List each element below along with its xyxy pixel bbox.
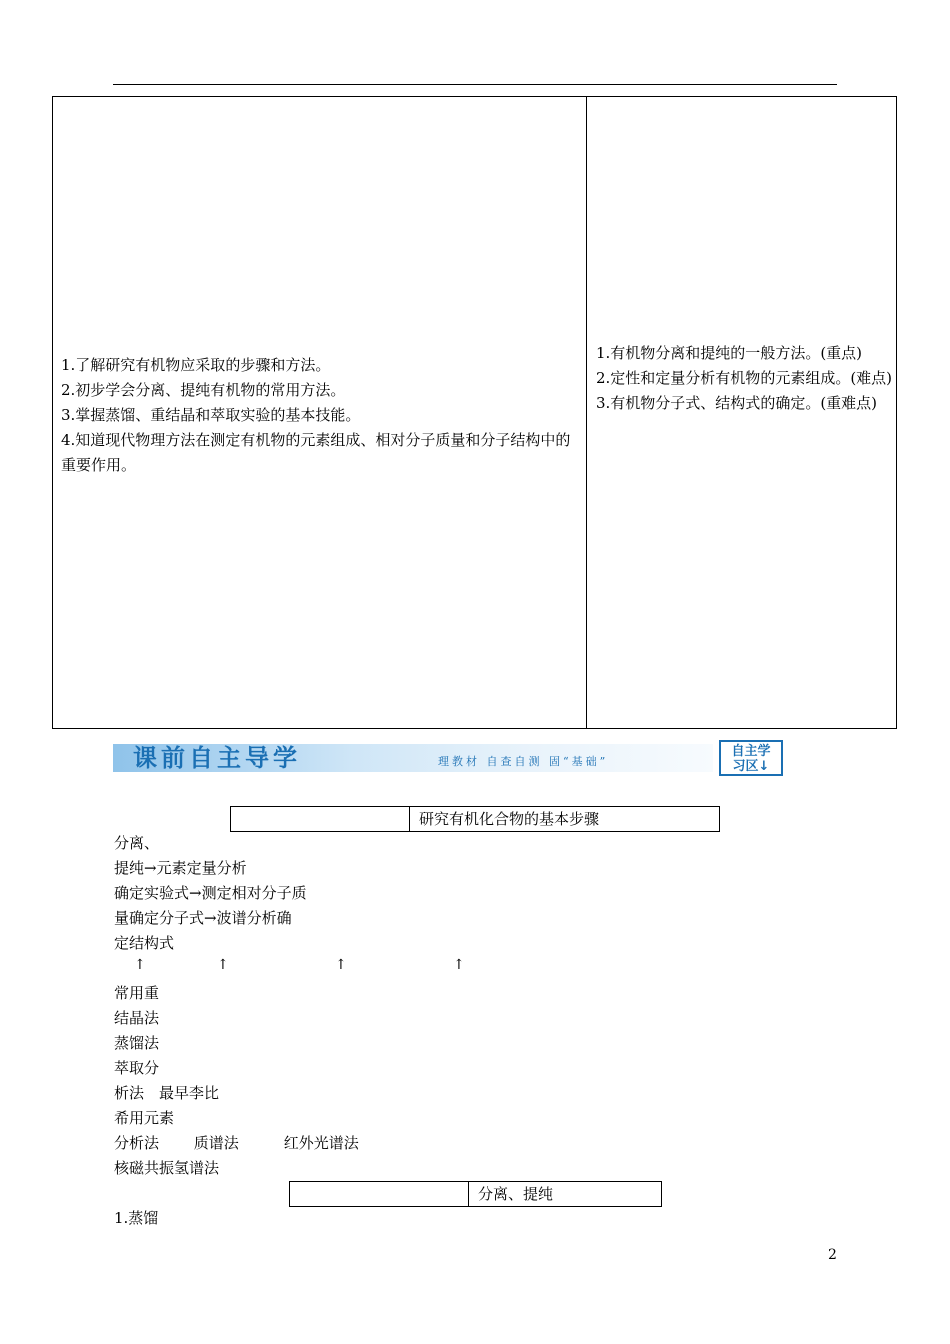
flow-line: 量确定分子式→波谱分析确 <box>114 909 292 927</box>
flow-line: 定结构式 <box>114 934 175 952</box>
goals-cell <box>61 353 583 478</box>
up-arrow-icon: ↑ <box>335 957 347 973</box>
section-heading: 分离、提纯 <box>478 1185 554 1203</box>
flow-line: 分析法 质谱法 红外光谱法 <box>114 1134 359 1152</box>
flow-line: 常用重 <box>114 984 160 1002</box>
section-heading-box <box>289 1181 662 1207</box>
up-arrow-icon: ↑ <box>453 957 465 973</box>
flow-line <box>114 956 359 981</box>
table-divider <box>586 97 587 728</box>
page-number: 2 <box>828 1247 837 1263</box>
up-arrow-icon: ↑ <box>134 957 146 973</box>
flow-line: 结晶法 <box>114 1009 160 1027</box>
banner-title: 课前自主导学 <box>133 744 301 772</box>
key-point-item: 2.定性和定量分析有机物的元素组成。(难点) <box>596 369 893 387</box>
up-arrow-icon: ↑ <box>217 957 229 973</box>
header-rule <box>113 84 837 85</box>
section-heading-box <box>230 806 720 832</box>
goal-item: 2.初步学会分离、提纯有机物的常用方法。 <box>61 381 346 399</box>
key-point-item: 3.有机物分子式、结构式的确定。(重难点) <box>596 394 878 412</box>
item-heading: 1.蒸馏 <box>114 1209 159 1227</box>
section-banner <box>113 736 785 780</box>
badge-line: 习区↓ <box>732 759 770 774</box>
flow-line: 析法 最早李比 <box>114 1084 220 1102</box>
banner-subtitle: 理教材 自查自测 固“基础” <box>438 755 609 768</box>
key-point-item: 1.有机物分离和提纯的一般方法。(重点) <box>596 344 863 362</box>
heading-box-separator <box>409 807 410 831</box>
flow-line: 分离、 <box>114 834 160 852</box>
flow-line: 确定实验式→测定相对分子质 <box>114 884 307 902</box>
goal-item: 1.了解研究有机物应采取的步骤和方法。 <box>61 356 331 374</box>
goal-item: 4.知道现代物理方法在测定有机物的元素组成、相对分子质量和分子结构中的重要作用。 <box>61 431 571 474</box>
flow-line: 希用元素 <box>114 1109 175 1127</box>
learning-goals-table <box>52 96 897 729</box>
flow-line: 提纯→元素定量分析 <box>114 859 247 877</box>
section-heading: 研究有机化合物的基本步骤 <box>419 810 600 828</box>
heading-box-separator <box>468 1182 469 1206</box>
flow-text <box>114 831 359 1181</box>
badge-line: 自主学 <box>731 744 771 759</box>
flow-line: 蒸馏法 <box>114 1034 160 1052</box>
flow-line: 萃取分 <box>114 1059 160 1077</box>
banner-badge <box>719 740 783 776</box>
flow-line: 核磁共振氢谱法 <box>114 1159 220 1177</box>
key-points-cell <box>596 341 896 416</box>
goal-item: 3.掌握蒸馏、重结晶和萃取实验的基本技能。 <box>61 406 361 424</box>
